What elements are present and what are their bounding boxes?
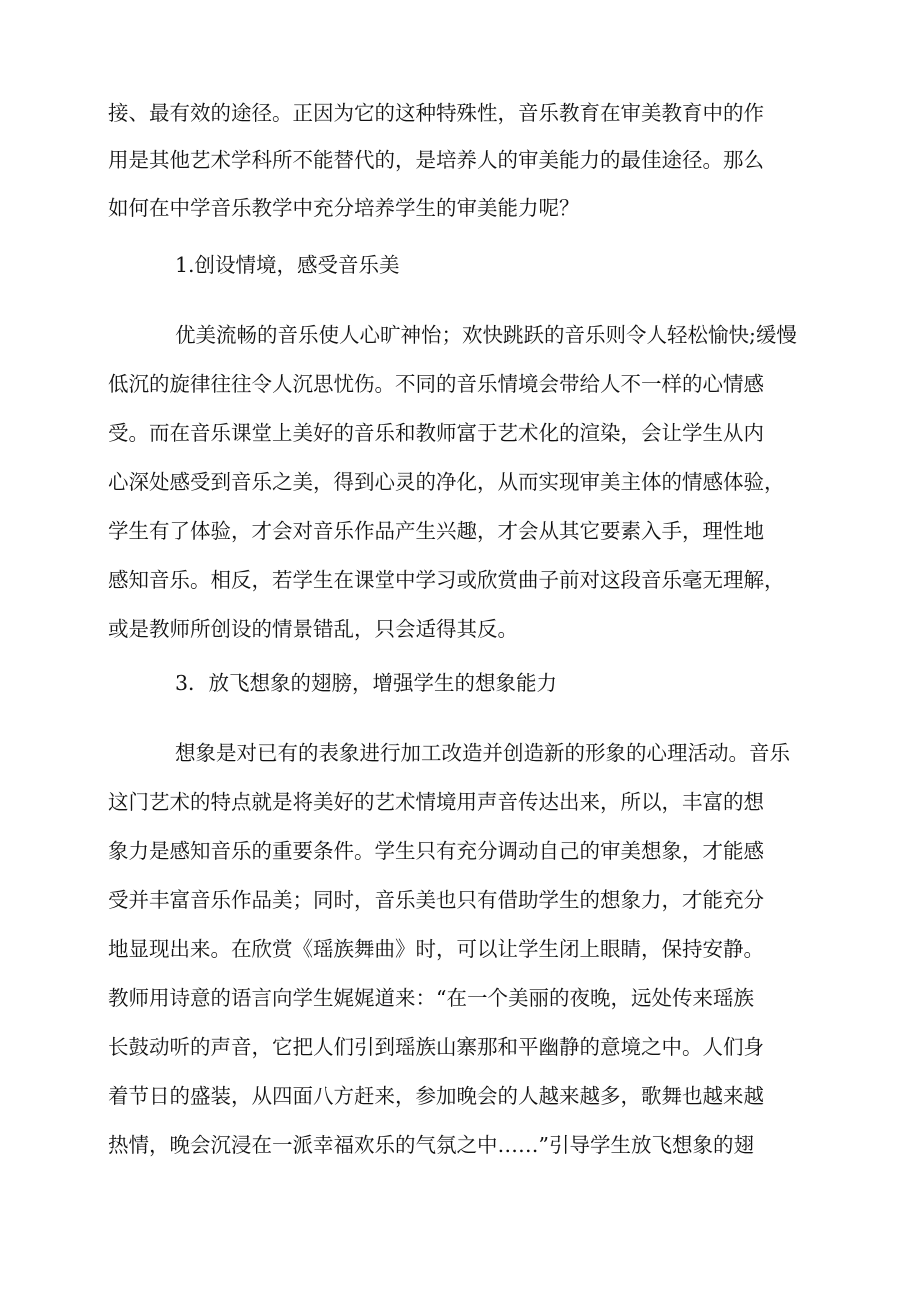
paragraph-line: 如何在中学音乐教学中充分培养学生的审美能力呢？ — [108, 196, 580, 220]
paragraph-line: 心深处感受到音乐之美，得到心灵的净化，从而实现审美主体的情感体验， — [108, 470, 785, 494]
paragraph-line: 象力是感知音乐的重要条件。学生只有充分调动自己的审美想象，才能感 — [108, 839, 764, 863]
paragraph-line: 这门艺术的特点就是将美好的艺术情境用声音传达出来，所以，丰富的想 — [108, 790, 764, 814]
paragraph-line: 受并丰富音乐作品美；同时，音乐美也只有借助学生的想象力，才能充分 — [108, 888, 764, 912]
section-heading: 3．放飞想象的翅膀，增强学生的想象能力 — [175, 671, 558, 695]
paragraph-line: 热情，晚会沉浸在一派幸福欢乐的气氛之中……”引导学生放飞想象的翅 — [108, 1133, 754, 1157]
paragraph-line: 想象是对已有的表象进行加工改造并创造新的形象的心理活动。音乐 — [175, 741, 790, 765]
paragraph-line: 或是教师所创设的情景错乱，只会适得其反。 — [108, 617, 518, 641]
paragraph-line: 接、最有效的途径。正因为它的这种特殊性，音乐教育在审美教育中的作 — [108, 101, 764, 125]
paragraph-line: 长鼓动听的声音，它把人们引到瑶族山寨那和平幽静的意境之中。人们身 — [108, 1035, 764, 1059]
paragraph-line: 教师用诗意的语言向学生娓娓道来：“在一个美丽的夜晚，远处传来瑶族 — [108, 986, 754, 1010]
paragraph-line: 用是其他艺术学科所不能替代的，是培养人的审美能力的最佳途径。那么 — [108, 148, 764, 172]
paragraph-line: 学生有了体验，才会对音乐作品产生兴趣，才会从其它要素入手，理性地 — [108, 519, 764, 543]
paragraph-line: 受。而在音乐课堂上美好的音乐和教师富于艺术化的渲染，会让学生从内 — [108, 421, 764, 445]
paragraph-line: 感知音乐。相反，若学生在课堂中学习或欣赏曲子前对这段音乐毫无理解， — [108, 568, 785, 592]
paragraph-line: 地显现出来。在欣赏《瑶族舞曲》时，可以让学生闭上眼睛，保持安静。 — [108, 937, 764, 961]
section-heading: 1.创设情境，感受音乐美 — [175, 253, 400, 277]
paragraph-line: 着节日的盛装，从四面八方赶来，参加晚会的人越来越多，歌舞也越来越 — [108, 1084, 764, 1108]
paragraph-line: 优美流畅的音乐使人心旷神怡；欢快跳跃的音乐则令人轻松愉快;缓慢 — [175, 323, 797, 347]
paragraph-line: 低沉的旋律往往令人沉思忧伤。不同的音乐情境会带给人不一样的心情感 — [108, 372, 764, 396]
